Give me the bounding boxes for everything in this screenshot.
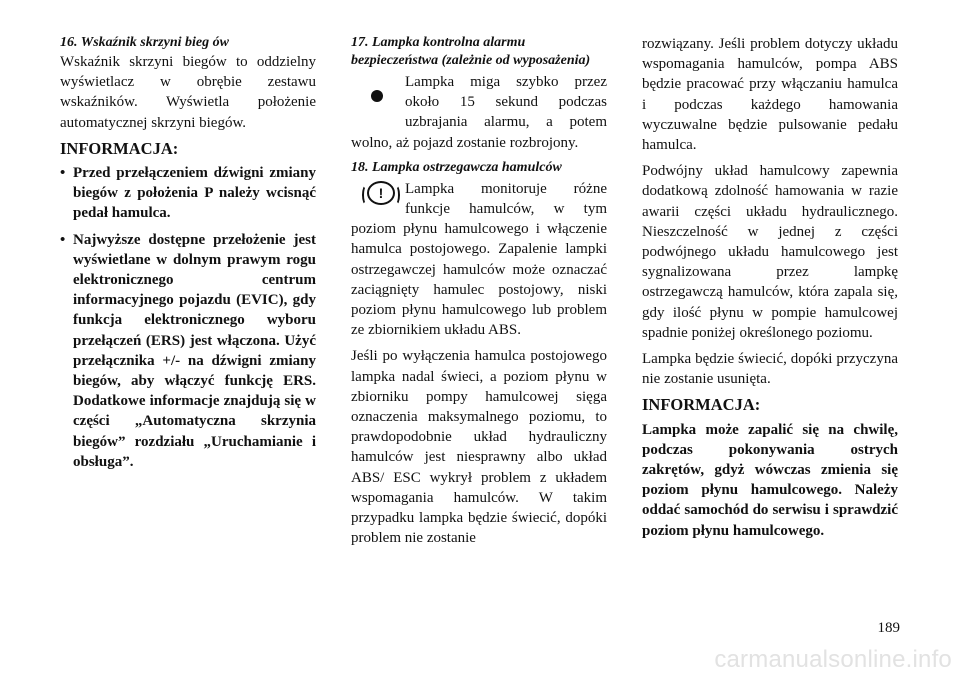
alarm-dot-icon [351, 72, 405, 130]
section-18-heading: 18. Lampka ostrzegawcza hamulców [351, 159, 562, 175]
section-17-paragraph [351, 72, 607, 153]
info-text-right: Lampka może zapalić się na chwilę, podczas pokonywania ostrych zakrętów, gdyż wówczas zmienia się poziom płynu hamulcowego. Należy oddać samochód do serwisu i sprawdzić poziom płynu hamulcowego. [642, 421, 898, 539]
section-16-paragraph: Wskaźnik skrzyni biegów to oddzielny wyświetlacz w obrębie zestawu wskaźników. Wyświetla położenie automatycznej skrzyni biegów. [60, 54, 316, 131]
section-16-heading: 16. Wskaźnik skrzyni bieg ów [60, 35, 229, 50]
section-18-text: Lampka monitoruje różne funkcje hamulców, w tym poziom płynu hamulcowego i włączenie hamulca postojowego. Zapalenie lampki ostrzegawczej hamulców może oznaczać zaciągnięty hamulec postojowy, niski poziom płynu hamulcowego lub problem ze zbiornikiem układu ABS. [351, 180, 607, 339]
dual-brake-paragraph: Podwójny układ hamulcowy zapewnia dodatkową zdolność hamowania w razie awarii części układu hydraulicznego. Nieszczelność w jednej z części podwójnego układu hamulcowego jest sygnalizowana przez lampkę ostrzegawczą hamulców, która zapala się, gdy ilość płynu w pompie hamulcowej spadnie poniżej określonego poziomu. [642, 163, 898, 341]
brake-warning-symbol: ! [367, 181, 395, 205]
lamp-on-paragraph: Lampka będzie świecić, dopóki przyczyna nie zostanie usunięta. [642, 351, 898, 388]
bullet-item [60, 230, 316, 472]
brake-warning-icon [351, 179, 405, 219]
section-18-paragraph-2: Jeśli po wyłączenia hamulca postojowego lampka nadal świeci, a poziom płynu w zbiorniku pompy hamulcowej sięga oznaczenia maksymalnego poziomu, to prawdopodobnie układ hydrauliczny hamulców jest niesprawny albo układ ABS/ ESC wykrył problem z układem wspomagania hamulców. W takim przypadku lampka będzie świecić, dopóki problem nie zostanie [351, 348, 607, 547]
bullet-dot: • [60, 165, 66, 182]
section-17-heading: 17. Lampka kontrolna alarmu bezpieczeństwa (zależnie od wyposażenia) [351, 35, 591, 68]
info-label: INFORMACJA: [60, 138, 179, 158]
section-18-paragraph [351, 179, 607, 341]
info-label-right: INFORMACJA: [642, 395, 761, 415]
watermark: carmanualsonline.info [714, 646, 952, 673]
bullet-dot: • [60, 231, 66, 248]
info-bullet-list [60, 163, 316, 472]
column-middle [351, 34, 607, 554]
bullet-item [60, 163, 316, 224]
bullet-text: Najwyższe dostępne przełożenie jest wyświetlane w dolnym prawym rogu elektronicznego centrum informacyjnego pojazdu (EVIC), gdy funkcja elektronicznego wyboru przełączeń (ERS) jest włączona. Użyć przełącznika +/- na dźwigni zmiany biegów, aby włączyć funkcję ERS. Dodatkowe informacje znajdują się w części „Automatyczna skrzynia biegów” rozdziału „Uruchamianie i obsługa”. [73, 231, 316, 470]
column-left [60, 34, 316, 478]
bullet-text: Przed przełączeniem dźwigni zmiany biegów z położenia P należy wcisnąć pedał hamulca. [73, 165, 316, 222]
column-right [642, 34, 898, 547]
section-17-text: Lampka miga szybko przez około 15 sekund podczas uzbrajania alarmu, a potem wolno, aż pojazd zostanie rozbrojony. [351, 74, 607, 151]
continuation-paragraph: rozwiązany. Jeśli problem dotyczy układu wspomagania hamulców, pompa ABS będzie pracować przy włączaniu hamulca i podczas każdego hamowania wyczuwalne będzie pulsowanie pedału hamulca. [642, 36, 898, 154]
alarm-dot-shape [371, 90, 383, 102]
page-number: 189 [877, 620, 900, 636]
